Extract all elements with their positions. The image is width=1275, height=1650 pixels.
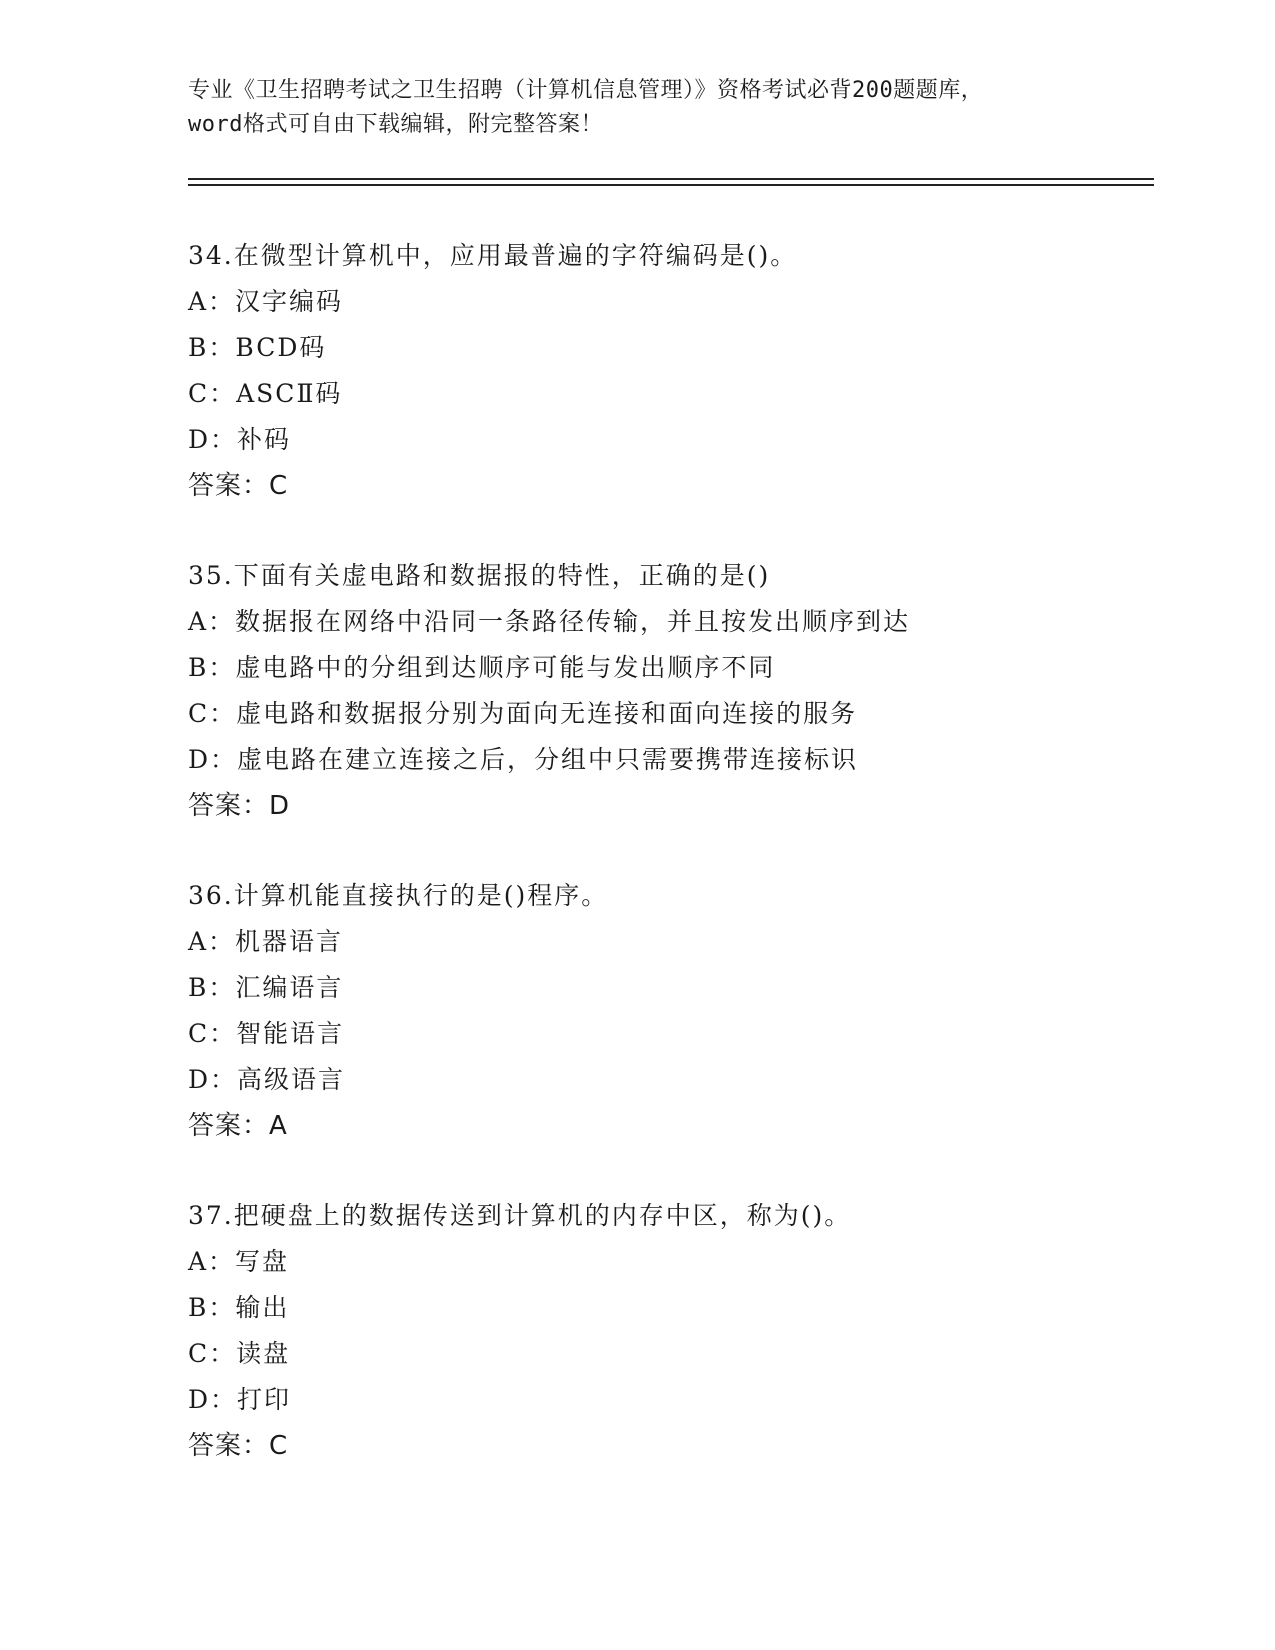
header-divider-top	[188, 178, 1154, 180]
answer-label: 答案：D	[188, 791, 291, 821]
header-line-1: 专业《卫生招聘考试之卫生招聘（计算机信息管理）》资格考试必背200题题库，	[188, 78, 984, 103]
option-d: D：虚电路在建立连接之后，分组中只需要携带连接标识	[188, 745, 859, 774]
question-stem: 34.在微型计算机中，应用最普遍的字符编码是()。	[188, 241, 798, 270]
option-c: C：智能语言	[188, 1019, 345, 1048]
option-a: A：汉字编码	[188, 287, 344, 316]
option-b: B：BCD码	[188, 333, 327, 362]
answer-label: 答案：C	[188, 1431, 289, 1461]
question-stem: 35.下面有关虚电路和数据报的特性，正确的是()	[188, 561, 771, 590]
answer-label: 答案：C	[188, 471, 289, 501]
option-b: B：汇编语言	[188, 973, 344, 1002]
option-a: A：机器语言	[188, 927, 344, 956]
question-37	[188, 1193, 1188, 1469]
option-c: C：ASCⅡ码	[188, 379, 343, 408]
question-stem: 37.把硬盘上的数据传送到计算机的内存中区，称为()。	[188, 1201, 852, 1230]
option-d: D：高级语言	[188, 1065, 346, 1094]
option-a: A：写盘	[188, 1247, 290, 1276]
option-d: D：补码	[188, 425, 292, 454]
document-header	[188, 74, 1088, 142]
option-c: C：读盘	[188, 1339, 291, 1368]
option-c: C：虚电路和数据报分别为面向无连接和面向连接的服务	[188, 699, 858, 728]
option-a: A：数据报在网络中沿同一条路径传输，并且按发出顺序到达	[188, 607, 911, 636]
header-line-2: word格式可自由下载编辑，附完整答案！	[188, 112, 603, 137]
question-34	[188, 233, 1188, 509]
option-b: B：虚电路中的分组到达顺序可能与发出顺序不同	[188, 653, 776, 682]
answer-label: 答案：A	[188, 1111, 288, 1141]
option-d: D：打印	[188, 1385, 292, 1414]
header-divider-bottom	[188, 184, 1154, 186]
question-35	[188, 553, 1188, 829]
option-b: B：输出	[188, 1293, 290, 1322]
question-36	[188, 873, 1188, 1149]
question-stem: 36.计算机能直接执行的是()程序。	[188, 881, 609, 910]
